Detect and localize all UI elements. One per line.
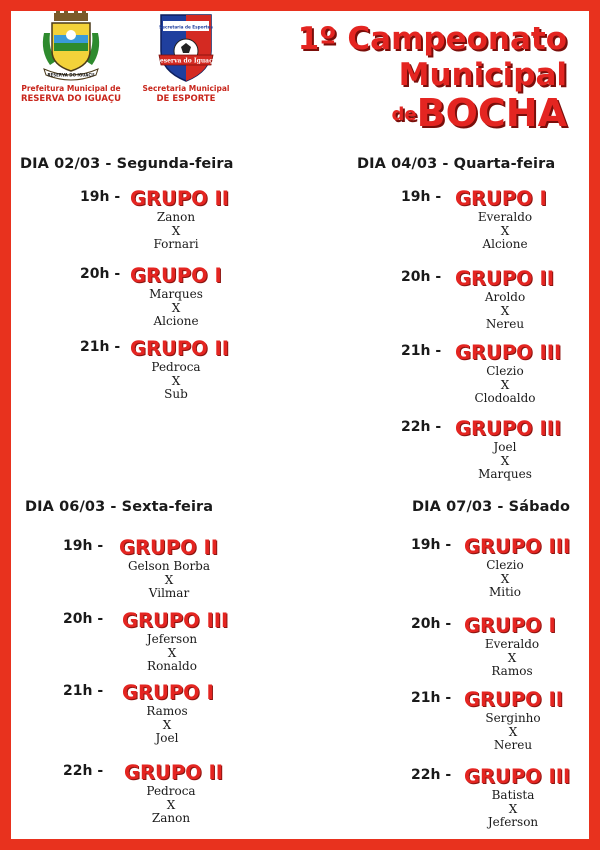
- match-team: Vilmar: [148, 586, 190, 600]
- match-card: [389, 765, 600, 830]
- match-versus: X: [508, 724, 518, 739]
- day-heading: DIA 07/03 - Sábado: [412, 499, 571, 515]
- crest-ribbon-text: RESERVA DO IGUAÇU: [47, 72, 95, 78]
- match-team: Marques: [478, 467, 532, 481]
- match-time: 20h -: [401, 269, 442, 285]
- match-card: [51, 761, 291, 826]
- match-card: [389, 688, 600, 753]
- match-card: [389, 535, 600, 600]
- match-time: 22h -: [401, 419, 442, 435]
- match-team: Joel: [493, 440, 517, 454]
- day-heading: DIA 02/03 - Segunda-feira: [20, 156, 234, 172]
- match-team: Mitio: [488, 585, 521, 599]
- match-versus: X: [500, 377, 510, 392]
- day-heading: DIA 04/03 - Quarta-feira: [357, 156, 556, 172]
- match-team: Everaldo: [477, 210, 533, 224]
- match-versus: X: [164, 572, 174, 587]
- match-card: [51, 536, 291, 601]
- day-heading: DIA 06/03 - Sexta-feira: [25, 499, 214, 515]
- match-time: 20h -: [411, 616, 452, 632]
- title-sport: BOCHA: [416, 91, 567, 135]
- match-time: 19h -: [80, 189, 121, 205]
- badge-top-text: Secretaria de Esportes: [159, 24, 213, 30]
- match-versus: X: [500, 453, 510, 468]
- match-versus: X: [162, 717, 172, 732]
- title-line1: 1º Campeonato: [297, 21, 567, 57]
- match-group: GRUPO III: [455, 417, 562, 440]
- match-team: Clezio: [486, 364, 524, 378]
- match-team: Gelson Borba: [127, 559, 211, 573]
- championship-title: [247, 21, 567, 135]
- match-versus: X: [166, 797, 176, 812]
- match-group: GRUPO III: [122, 609, 229, 632]
- match-team: Pedroca: [151, 360, 201, 374]
- match-team: Pedroca: [146, 784, 196, 798]
- match-versus: X: [171, 373, 181, 388]
- match-group: GRUPO II: [130, 187, 230, 210]
- match-team: Sub: [164, 387, 188, 401]
- match-card: [56, 337, 296, 402]
- title-prefix: de: [391, 104, 417, 125]
- match-versus: X: [500, 303, 510, 318]
- match-team: Ramos: [491, 664, 533, 678]
- match-group: GRUPO II: [124, 761, 224, 784]
- match-card: [51, 609, 291, 674]
- match-group: GRUPO III: [464, 765, 571, 788]
- secretariat-caption-line1: Secretaria Municipal: [142, 84, 230, 93]
- poster: [11, 11, 589, 839]
- match-group: GRUPO I: [455, 187, 547, 210]
- match-card: [56, 264, 296, 329]
- badge-ribbon-text: Reserva do Iguaçu: [155, 57, 217, 65]
- match-time: 21h -: [401, 343, 442, 359]
- title-line2: Municipal: [398, 57, 567, 93]
- crest-icon: [36, 11, 106, 83]
- match-card: [51, 681, 291, 746]
- match-group: GRUPO II: [130, 337, 230, 360]
- match-versus: X: [167, 645, 177, 660]
- match-team: Everaldo: [484, 637, 540, 651]
- match-team: Nereu: [485, 317, 525, 331]
- match-card: [381, 417, 600, 482]
- match-group: GRUPO I: [122, 681, 214, 704]
- sports-badge-icon: [155, 11, 217, 83]
- match-time: 19h -: [401, 189, 442, 205]
- match-group: GRUPO III: [455, 341, 562, 364]
- title-line3: [247, 93, 567, 135]
- match-time: 20h -: [63, 611, 104, 627]
- match-card: [381, 341, 600, 406]
- match-time: 21h -: [411, 690, 452, 706]
- match-versus: X: [508, 801, 518, 816]
- match-team: Batista: [491, 788, 535, 802]
- match-team: Jeferson: [487, 815, 539, 829]
- municipal-caption-line1: Prefeitura Municipal de: [21, 84, 121, 93]
- match-card: [389, 614, 600, 679]
- match-versus: X: [500, 571, 510, 586]
- match-team: Zanon: [151, 811, 191, 825]
- match-time: 19h -: [63, 538, 104, 554]
- match-team: Alcione: [482, 237, 528, 251]
- match-time: 19h -: [411, 537, 452, 553]
- match-group: GRUPO II: [119, 536, 219, 559]
- match-time: 22h -: [63, 763, 104, 779]
- match-time: 21h -: [63, 683, 104, 699]
- match-card: [381, 267, 600, 332]
- municipal-caption-line2: RESERVA DO IGUAÇU: [20, 94, 122, 104]
- match-team: Jeferson: [146, 632, 198, 646]
- match-team: Zanon: [156, 210, 196, 224]
- match-versus: X: [171, 300, 181, 315]
- match-card: [381, 187, 600, 252]
- match-time: 22h -: [411, 767, 452, 783]
- municipal-crest-logo: [16, 11, 126, 105]
- match-group: GRUPO I: [464, 614, 556, 637]
- match-team: Serginho: [485, 711, 541, 725]
- match-group: GRUPO II: [464, 688, 564, 711]
- match-group: GRUPO II: [455, 267, 555, 290]
- match-group: GRUPO III: [464, 535, 571, 558]
- match-versus: X: [171, 223, 181, 238]
- secretariat-caption-line2: DE ESPORTE: [156, 94, 216, 104]
- match-group: GRUPO I: [130, 264, 222, 287]
- match-team: Clodoaldo: [474, 391, 536, 405]
- match-team: Ramos: [146, 704, 188, 718]
- match-team: Nereu: [493, 738, 533, 752]
- match-team: Ronaldo: [147, 659, 197, 673]
- match-card: [56, 187, 296, 252]
- match-team: Aroldo: [484, 290, 526, 304]
- match-versus: X: [507, 650, 517, 665]
- match-time: 21h -: [80, 339, 121, 355]
- match-team: Clezio: [486, 558, 524, 572]
- match-time: 20h -: [80, 266, 121, 282]
- match-team: Fornari: [153, 237, 199, 251]
- match-team: Joel: [155, 731, 179, 745]
- match-team: Alcione: [153, 314, 199, 328]
- match-team: Marques: [149, 287, 203, 301]
- match-versus: X: [500, 223, 510, 238]
- sports-secretariat-logo: [131, 11, 241, 105]
